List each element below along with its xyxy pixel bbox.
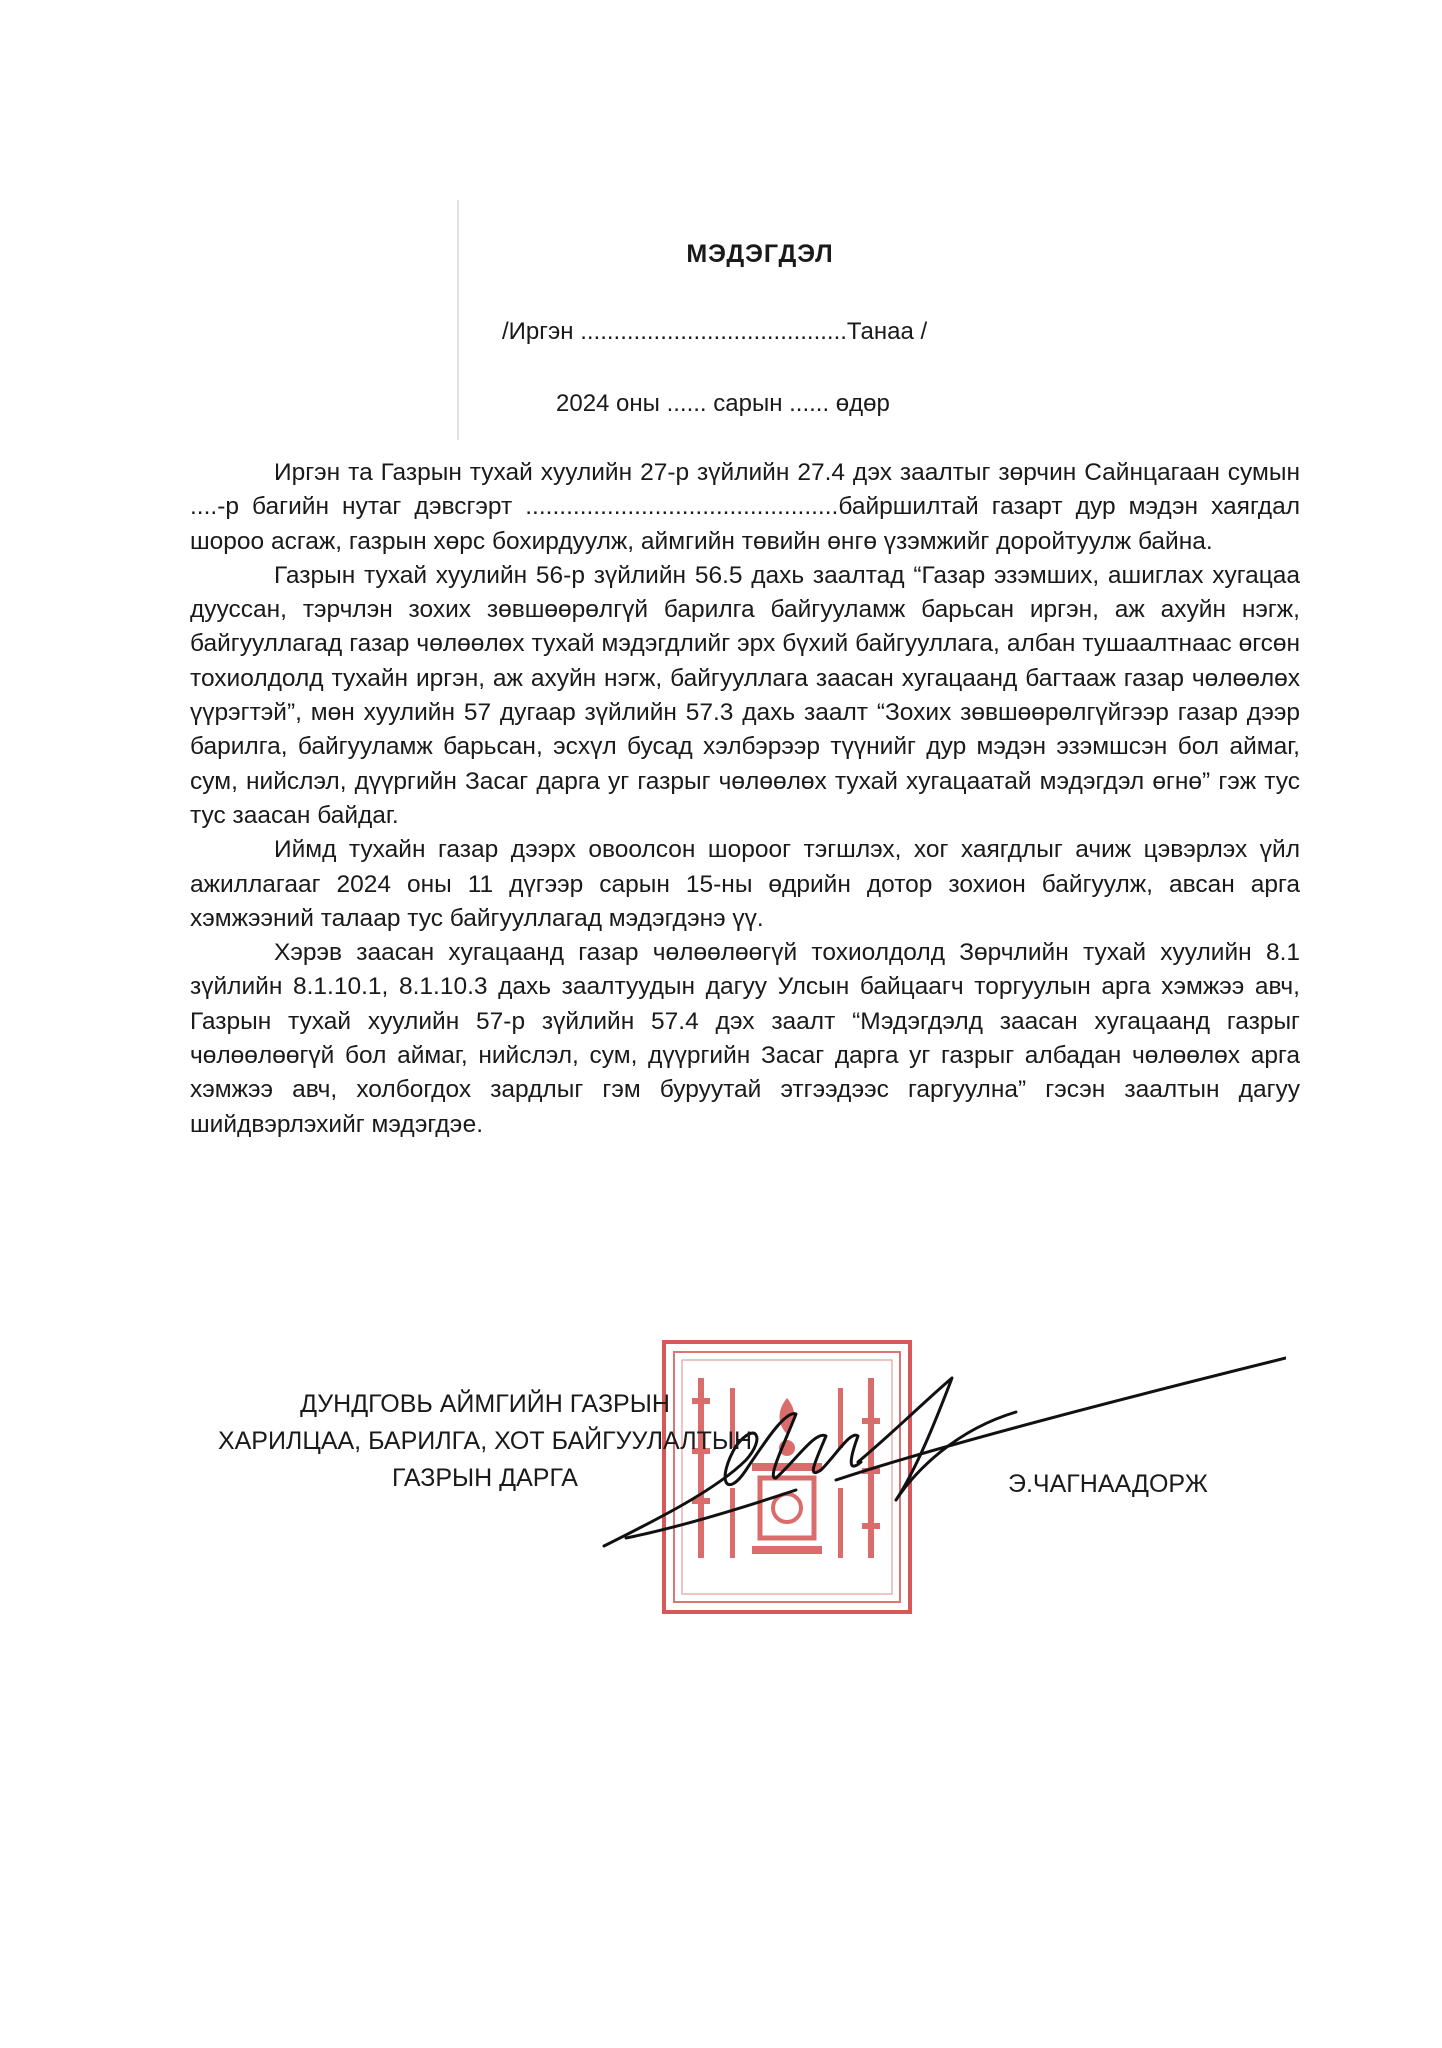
document-body <box>190 456 1300 1142</box>
signature-block <box>200 1386 770 1497</box>
addressee-line: /Иргэн ........................................Танаа / <box>502 318 928 345</box>
signer-name: Э.ЧАГНААДОРЖ <box>1008 1470 1208 1498</box>
paragraph-4: Хэрэв заасан хугацаанд газар чөлөөлөөгүй тохиолдолд Зөрчлийн тухай хуулийн 8.1 зүйлийн 8.1.10.1, 8.1.10.3 дахь заалтуудын дагуу Улсын байцаагч торгуулын арга хэмжээ авч, Газрын тухай хуулийн 57-р зүйлийн 57.4 дэх заалт “Мэдэгдэлд заасан хугацаанд газрыг чөлөөлөөгүй бол аймаг, нийслэл, сум, дүүргийн Засаг дарга уг газрыг албадан чөлөөлөх арга хэмжээ авч, холбогдох зардлыг гэм буруутай этгээдээс гаргуулна” гэсэн заалтын дагуу шийдвэрлэхийг мэдэгдэе. <box>190 939 1300 1138</box>
paper-crease-mark <box>456 200 460 440</box>
signatory-org-line-1: ДУНДГОВЬ АЙМГИЙН ГАЗРЫН <box>300 1390 670 1418</box>
paragraph-1: Иргэн та Газрын тухай хуулийн 27-р зүйлийн 27.4 дэх заалтыг зөрчин Сайнцагаан сумын ....-р багийн нутаг дэвсгэрт ..............................................байршилтай газарт дур мэдэн хаягдал шороо асгаж, газрын хөрс бохирдуулж, аймгийн төвийн өнгө үзэмжийг доройтуулж байна. <box>190 459 1300 555</box>
signatory-org-line-2: ХАРИЛЦАА, БАРИЛГА, ХОТ БАЙГУУЛАЛТЫН <box>217 1427 753 1455</box>
paragraph-2: Газрын тухай хуулийн 56-р зүйлийн 56.5 дахь заалтад “Газар эзэмших, ашиглах хугацаа дууссан, тэрчлэн зохих зөвшөөрөлгүй барилга байгууламж барьсан иргэн, аж ахуйн нэгж, байгууллагад газар чөлөөлөх тухай мэдэгдлийг эрх бүхий байгууллага, албан тушаалтнаас өгсөн тохиолдолд тухайн иргэн, аж ахуйн нэгж, байгууллага заасан хугацаанд багтааж газар чөлөөлөх үүрэгтэй”, мөн хуулийн 57 дугаар зүйлийн 57.3 дахь заалт “Зохих зөвшөөрөлгүйгээр газар дээр барилга, байгууламж барьсан, эсхүл бусад хэлбэрээр түүнийг дур мэдэн эзэмшсэн бол аймаг, сум, нийслэл, дүүргийн Засаг дарга уг газрыг чөлөөлөх тухай хугацаатай мэдэгдэл өгнө” гэж тус тус заасан байдаг. <box>190 561 1300 829</box>
signatory-title: ГАЗРЫН ДАРГА <box>392 1464 578 1492</box>
paragraph-3: Иймд тухайн газар дээрх овоолсон шороог тэгшлэх, хог хаягдлыг ачиж цэвэрлэх үйл ажиллагааг 2024 оны 11 дүгээр сарын 15-ны өдрийн дотор зохион байгуулж, авсан арга хэмжээний талаар тус байгууллагад мэдэгдэнэ үү. <box>190 836 1300 932</box>
date-line: 2024 оны ...... сарын ...... өдөр <box>556 390 890 417</box>
document-title: МЭДЭГДЭЛ <box>686 240 834 268</box>
